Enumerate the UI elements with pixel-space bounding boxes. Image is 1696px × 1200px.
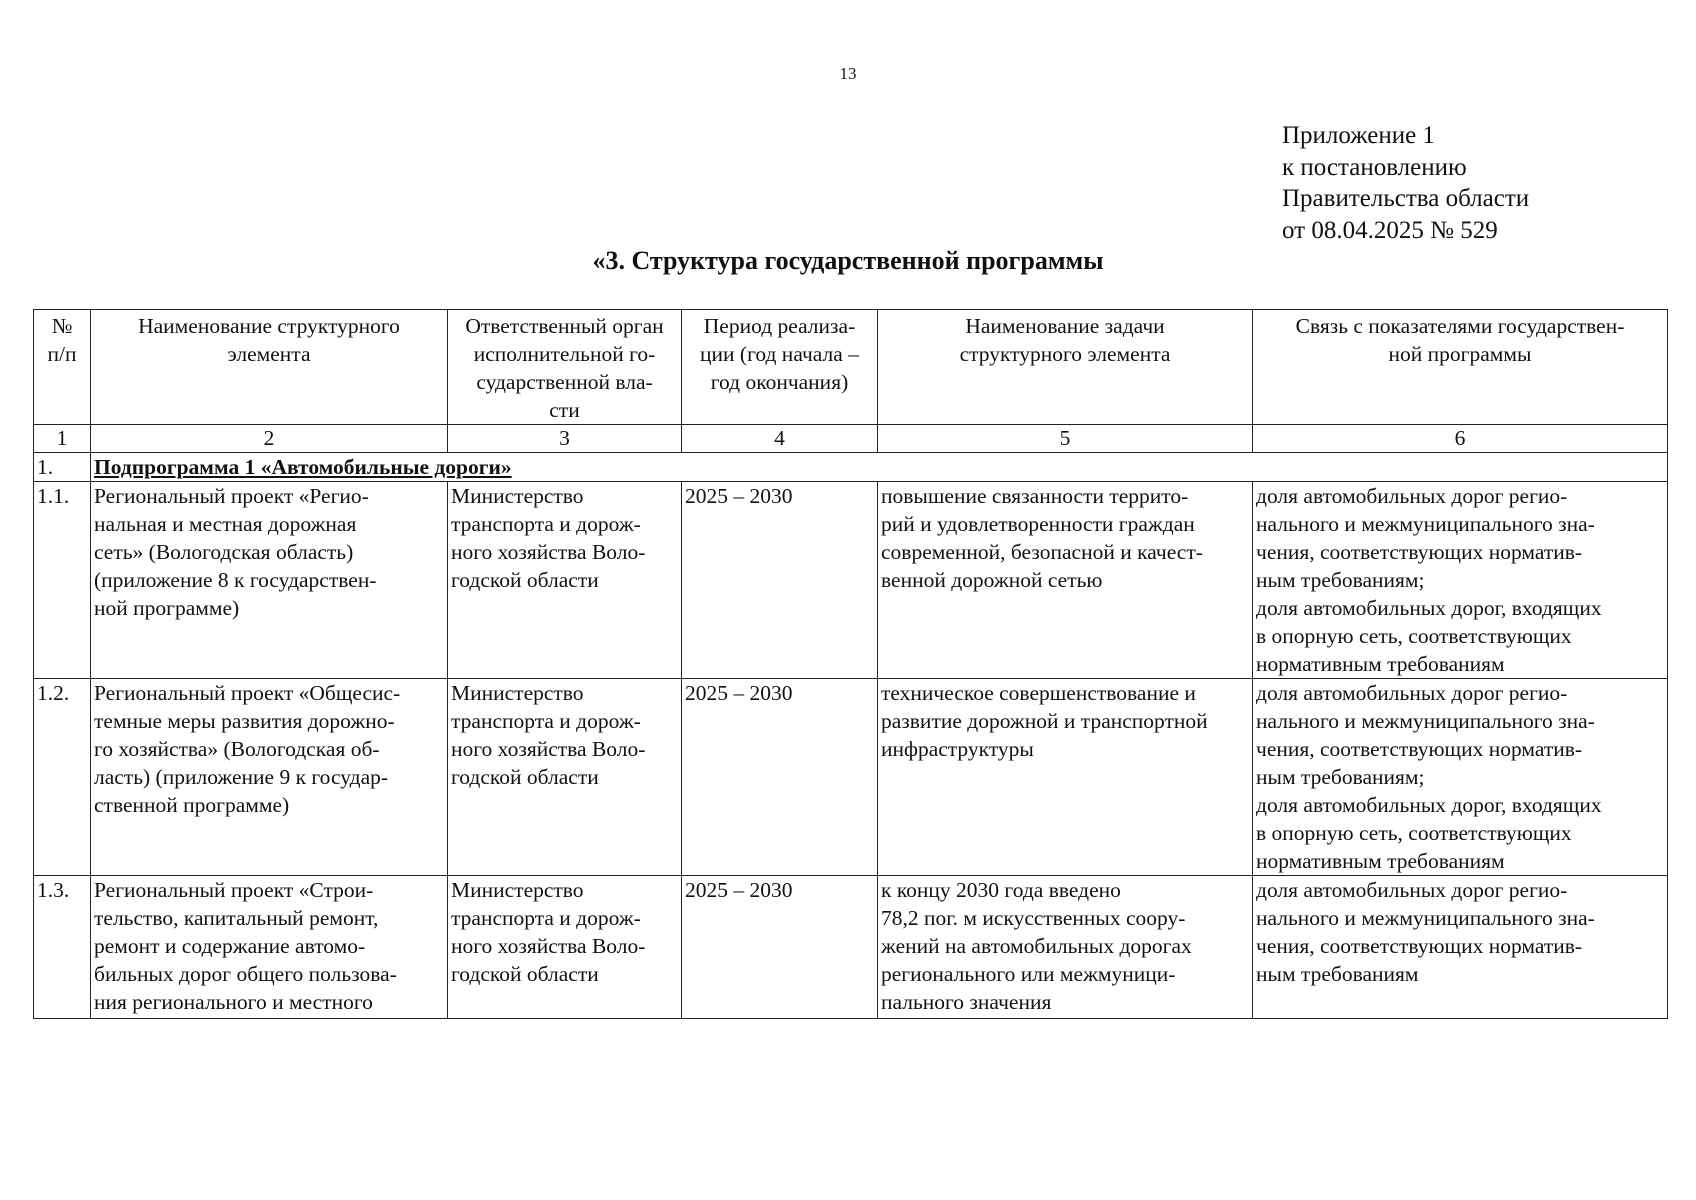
column-number-cell: 6 bbox=[1253, 425, 1668, 453]
row-number: 1.2. bbox=[34, 679, 91, 876]
header-cell-indicators: Связь с показателями государствен- ной программы bbox=[1253, 310, 1668, 425]
appendix-line: Приложение 1 bbox=[1282, 122, 1435, 149]
row-name: Региональный проект «Общесис- темные меры развития дорожно- го хозяйства» (Вологодская об- ласть) (приложение 9 к государ- ственной программе) bbox=[91, 679, 448, 876]
row-task: повышение связанности террито- рий и удовлетворенности граждан современной, безопасной и качест- венной дорожной сетью bbox=[878, 482, 1253, 679]
row-responsible: Министерство транспорта и дорож- ного хозяйства Воло- годской области bbox=[448, 482, 682, 679]
document-title: «3. Структура государственной программы bbox=[592, 246, 1104, 275]
row-indicators: доля автомобильных дорог регио- нального и межмуниципального зна- чения, соответствующих норматив- ным требованиям bbox=[1253, 876, 1668, 1019]
appendix-block bbox=[1282, 120, 1529, 246]
row-task: к концу 2030 года введено 78,2 пог. м искусственных соору- жений на автомобильных дорогах регионального или межмуници- пального значения bbox=[878, 876, 1253, 1019]
row-name: Региональный проект «Строи- тельство, капитальный ремонт, ремонт и содержание автомо- бильных дорог общего пользова- ния регионального и местного bbox=[91, 876, 448, 1019]
subprogram-row bbox=[34, 453, 1668, 482]
subprogram-number: 1. bbox=[34, 453, 91, 482]
column-number-cell: 1 bbox=[34, 425, 91, 453]
row-task: техническое совершенствование и развитие дорожной и транспортной инфраструктуры bbox=[878, 679, 1253, 876]
column-number-cell: 5 bbox=[878, 425, 1253, 453]
row-period: 2025 – 2030 bbox=[682, 482, 878, 679]
column-number-row bbox=[34, 425, 1668, 453]
column-number-cell: 4 bbox=[682, 425, 878, 453]
row-number: 1.1. bbox=[34, 482, 91, 679]
row-period: 2025 – 2030 bbox=[682, 679, 878, 876]
column-number-cell: 3 bbox=[448, 425, 682, 453]
row-name: Региональный проект «Регио- нальная и местная дорожная сеть» (Вологодская область) (приложение 8 к государствен- ной программе) bbox=[91, 482, 448, 679]
page-number: 13 bbox=[839, 64, 857, 83]
row-responsible: Министерство транспорта и дорож- ного хозяйства Воло- годской области bbox=[448, 876, 682, 1019]
header-row bbox=[34, 310, 1668, 425]
table-row bbox=[34, 679, 1668, 876]
appendix-line: к постановлению bbox=[1282, 153, 1467, 181]
header-cell-number: № п/п bbox=[34, 310, 91, 425]
table-row bbox=[34, 876, 1668, 1019]
subprogram-title: Подпрограмма 1 «Автомобильные дороги» bbox=[91, 453, 1668, 482]
header-cell-name: Наименование структурного элемента bbox=[91, 310, 448, 425]
table-row bbox=[34, 482, 1668, 679]
row-responsible: Министерство транспорта и дорож- ного хозяйства Воло- годской области bbox=[448, 679, 682, 876]
row-number: 1.3. bbox=[34, 876, 91, 1019]
appendix-line: Правительства области bbox=[1282, 185, 1530, 212]
header-cell-period: Период реализа- ции (год начала – год окончания) bbox=[682, 310, 878, 425]
structure-table bbox=[33, 309, 1668, 1019]
row-period: 2025 – 2030 bbox=[682, 876, 878, 1019]
header-cell-responsible: Ответственный орган исполнительной го- сударственной вла- сти bbox=[448, 310, 682, 425]
row-indicators: доля автомобильных дорог регио- нального и межмуниципального зна- чения, соответствующих норматив- ным требованиям; доля автомобильных дорог, входящих в опорную сеть, соответствующих нормативным требованиям bbox=[1253, 679, 1668, 876]
column-number-cell: 2 bbox=[91, 425, 448, 453]
row-indicators: доля автомобильных дорог регио- нального и межмуниципального зна- чения, соответствующих норматив- ным требованиям; доля автомобильных дорог, входящих в опорную сеть, соответствующих нормативным требованиям bbox=[1253, 482, 1668, 679]
appendix-line: от 08.04.2025 № 529 bbox=[1282, 216, 1498, 244]
header-cell-task: Наименование задачи структурного элемента bbox=[878, 310, 1253, 425]
